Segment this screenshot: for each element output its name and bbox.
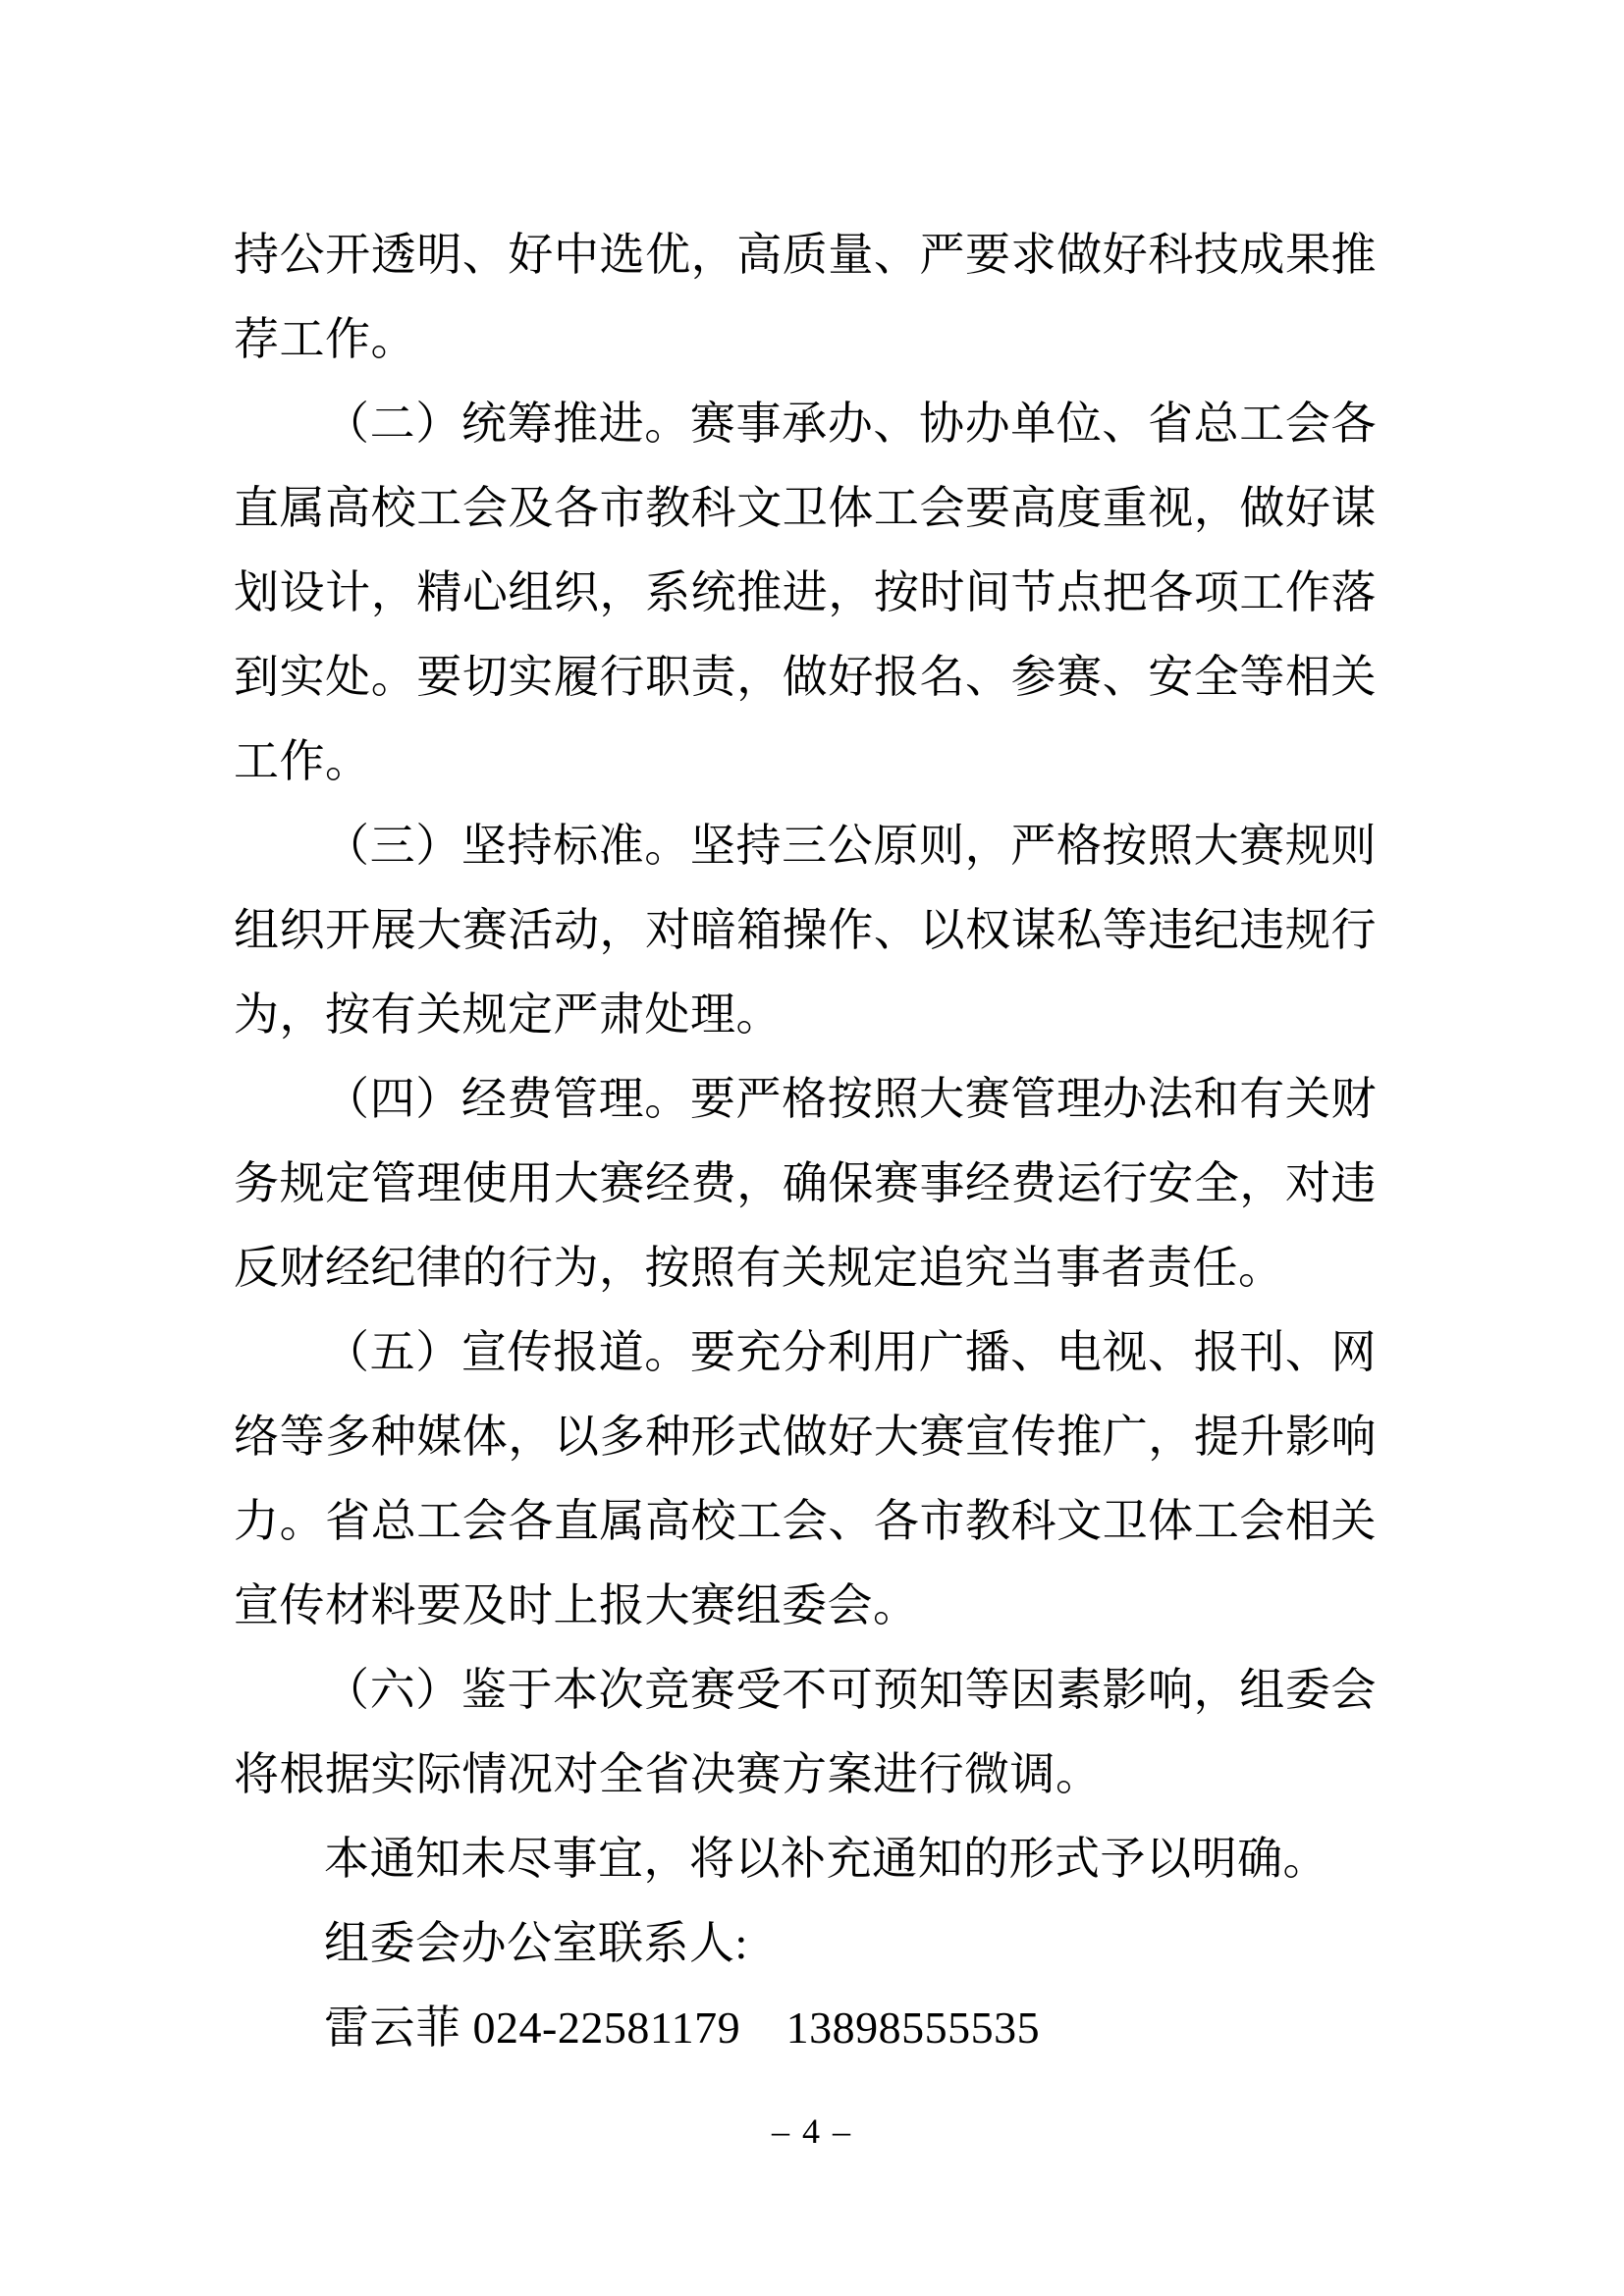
text-line: 组织开展大赛活动，对暗箱操作、以权谋私等违纪违规行 <box>234 905 1377 955</box>
text-line: 雷云菲 024-22581179 13898555535 <box>324 2002 1041 2053</box>
text-line: （二）统筹推进。赛事承办、协办单位、省总工会各 <box>324 399 1377 449</box>
text-line: （六）鉴于本次竞赛受不可预知等因素影响，组委会 <box>324 1665 1377 1715</box>
text-line: （五）宣传报道。要充分利用广播、电视、报刊、网 <box>324 1327 1377 1377</box>
text-line: （三）坚持标准。坚持三公原则，严格按照大赛规则 <box>324 821 1377 871</box>
text-line: 到实处。要切实履行职责，做好报名、参赛、安全等相关 <box>234 652 1377 702</box>
page-number: – 4 – <box>772 2111 852 2151</box>
text-line: 络等多种媒体，以多种形式做好大赛宣传推广，提升影响 <box>234 1412 1377 1462</box>
text-line: 荐工作。 <box>234 314 416 364</box>
text-line: 划设计，精心组织，系统推进，按时间节点把各项工作落 <box>234 567 1377 617</box>
text-line: 反财经纪律的行为，按照有关规定追究当事者责任。 <box>234 1243 1284 1293</box>
text-line: 力。省总工会各直属高校工会、各市教科文卫体工会相关 <box>234 1496 1377 1546</box>
text-line: 工作。 <box>234 736 371 786</box>
text-line: 直属高校工会及各市教科文卫体工会要高度重视，做好谋 <box>234 483 1377 533</box>
text-line: 将根据实际情况对全省决赛方案进行微调。 <box>234 1749 1102 1799</box>
text-line: 组委会办公室联系人: <box>324 1918 748 1968</box>
text-line: 持公开透明、好中选优，高质量、严要求做好科技成果推 <box>234 230 1377 280</box>
text-line: 本通知未尽事宜，将以补充通知的形式予以明确。 <box>324 1834 1328 1884</box>
text-line: 为，按有关规定严肃处理。 <box>234 989 782 1040</box>
text-line: （四）经费管理。要严格按照大赛管理办法和有关财 <box>324 1074 1377 1124</box>
document-body <box>234 213 1377 2070</box>
text-line: 务规定管理使用大赛经费，确保赛事经费运行安全，对违 <box>234 1158 1377 1208</box>
text-line: 宣传材料要及时上报大赛组委会。 <box>234 1580 919 1630</box>
